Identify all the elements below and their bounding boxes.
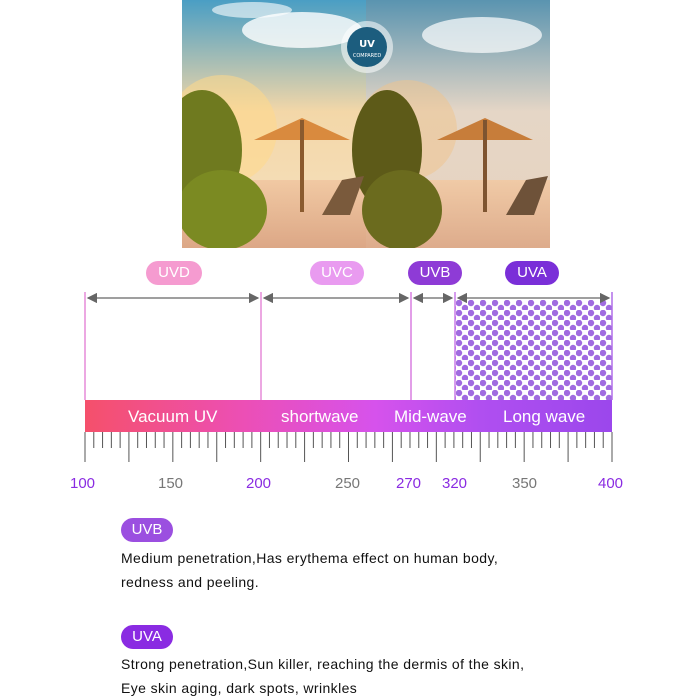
info-tag-uva: UVA: [121, 625, 173, 649]
tick-label: 320: [442, 475, 468, 492]
tick-label: 270: [396, 475, 422, 492]
tick-label: 100: [70, 475, 96, 492]
pill-uva: UVA: [505, 261, 559, 285]
tick-label: 400: [598, 475, 624, 492]
pill-uvd: UVD: [146, 261, 202, 285]
info-text-uvb-line2: redness and peeling.: [121, 574, 259, 590]
ruler: [85, 432, 612, 462]
badge-title: UV: [359, 39, 375, 50]
tick-label: 350: [512, 475, 538, 492]
band-label-shortwave: shortwave: [281, 407, 359, 426]
band-label-vacuum-uv: Vacuum UV: [128, 407, 218, 426]
pill-uvc: UVC: [310, 261, 364, 285]
info-text-uva-line2: Eye skin aging, dark spots, wrinkles: [121, 680, 358, 696]
tick-label: 250: [335, 475, 361, 492]
badge-subtitle: COMPARED: [352, 53, 382, 59]
info-text-uvb-line1: Medium penetration,Has erythema effect on human body,: [121, 550, 499, 566]
info-tag-uvb: UVB: [121, 518, 173, 542]
band-label-mid-wave: Mid-wave: [394, 407, 467, 426]
pill-uvb: UVB: [408, 261, 462, 285]
tick-label: 150: [158, 475, 184, 492]
band-label-long-wave: Long wave: [503, 407, 586, 426]
info-text-uva-line1: Strong penetration,Sun killer, reaching the dermis of the skin,: [121, 656, 525, 672]
uva-dotted-area: [455, 300, 612, 400]
tick-label: 200: [246, 475, 272, 492]
